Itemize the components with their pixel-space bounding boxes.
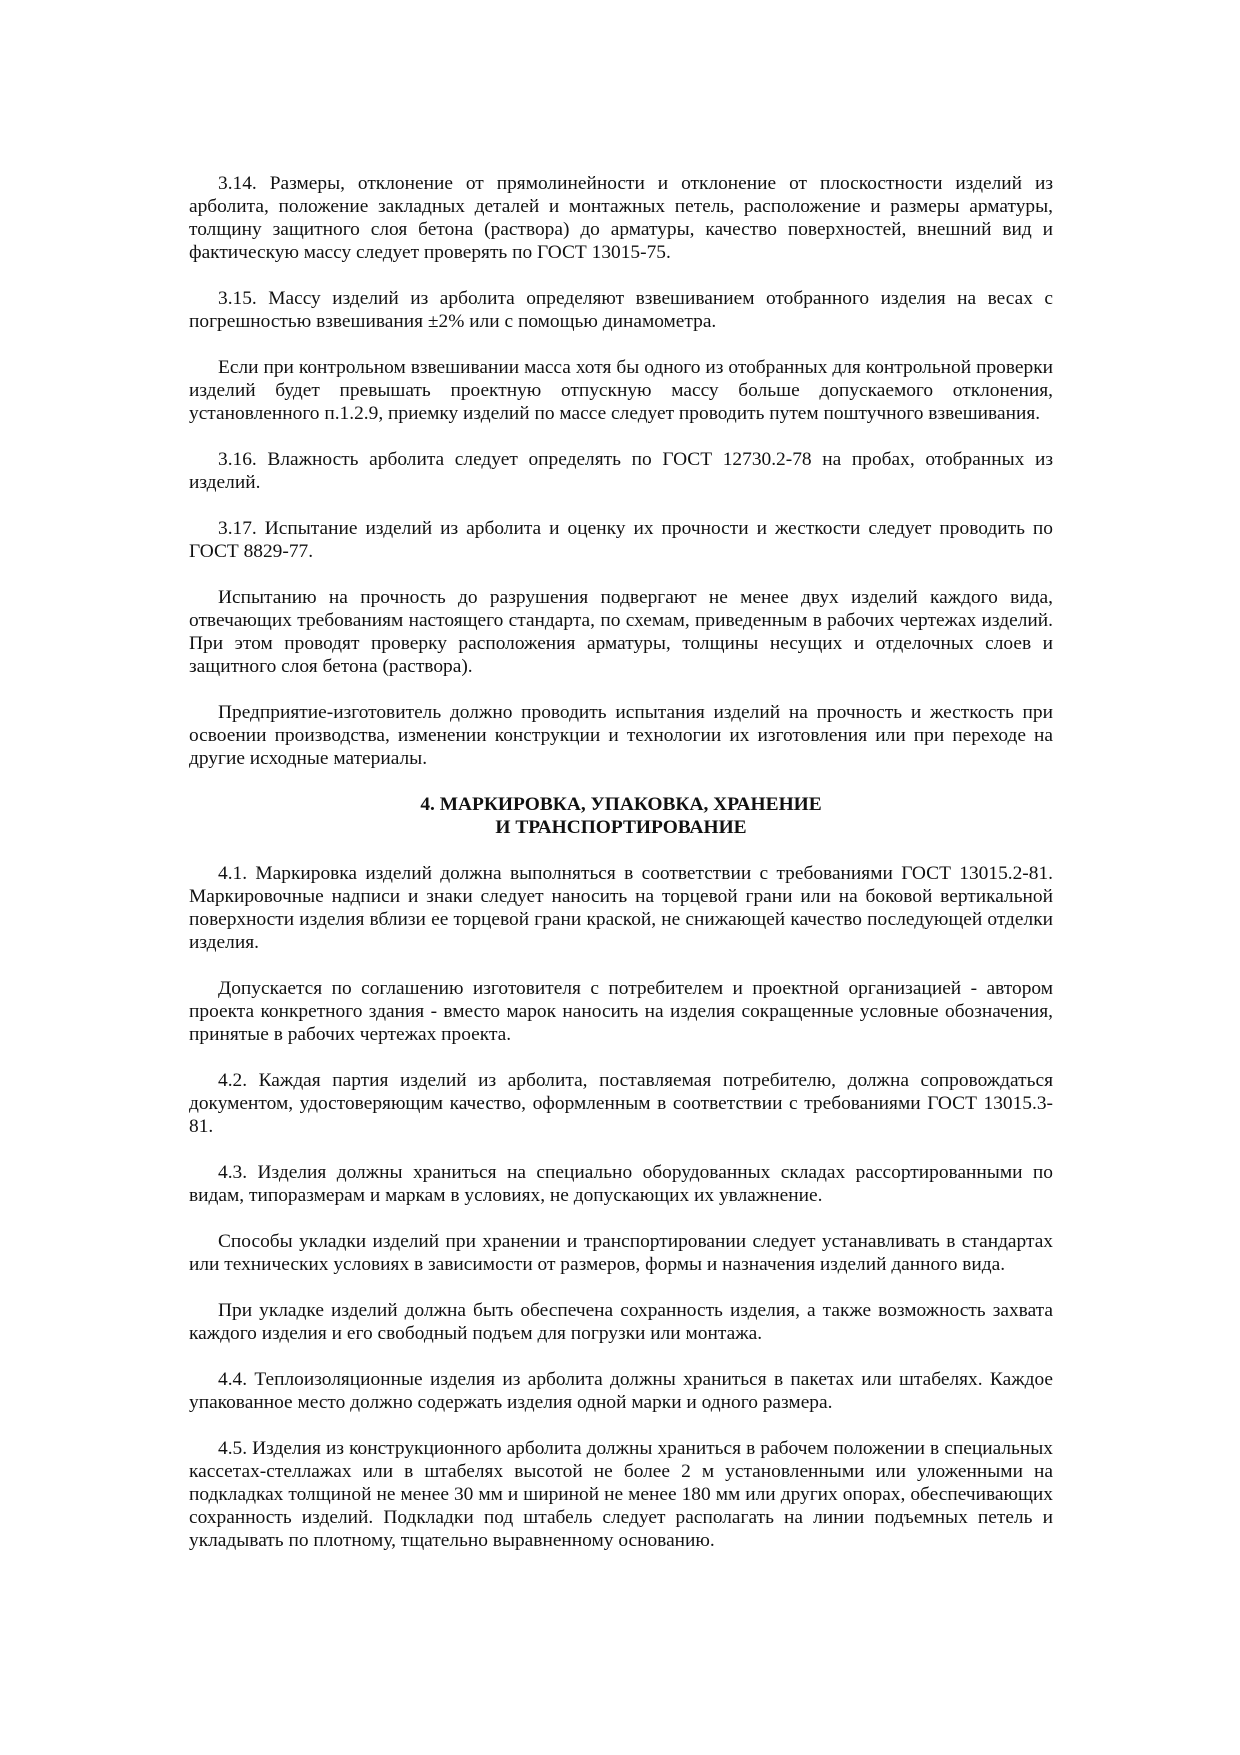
paragraph-3-15-weighing: Если при контрольном взвешивании масса хотя бы одного из отобранных для контрольной проверки изделий будет превышать проектную отпускную массу больше допускаемого отклонения, установленного п.1.2.9, приемку изделий по массе следует проводить путем поштучного взвешивания. (189, 357, 1053, 424)
section-heading (189, 793, 1053, 839)
paragraph-4-2: 4.2. Каждая партия изделий из арболита, поставляемая потребителю, должна сопровождаться документом, удостоверяющим качество, оформленным в соответствии с требованиями ГОСТ 13015.3-81. (189, 1070, 1053, 1137)
section-heading-line-1: 4. МАРКИРОВКА, УПАКОВКА, ХРАНЕНИЕ (420, 794, 822, 815)
paragraph-4-4: 4.4. Теплоизоляционные изделия из арболита должны храниться в пакетах или штабелях. Каждое упакованное место должно содержать изделия одной марки и одного размера. (189, 1369, 1053, 1413)
paragraph-4-3-stacking-methods: Способы укладки изделий при хранении и транспортировании следует устанавливать в стандартах или технических условиях в зависимости от размеров, формы и назначения изделий данного вида. (189, 1231, 1053, 1275)
paragraph-3-17: 3.17. Испытание изделий из арболита и оценку их прочности и жесткости следует проводить по ГОСТ 8829-77. (189, 518, 1053, 562)
paragraph-4-3: 4.3. Изделия должны храниться на специально оборудованных складах рассортированными по видам, типоразмерам и маркам в условиях, не допускающих их увлажнение. (189, 1162, 1053, 1206)
document-page (189, 172, 1053, 1575)
paragraph-3-15: 3.15. Массу изделий из арболита определяют взвешиванием отобранного изделия на весах с погрешностью взвешивания ±2% или с помощью динамометра. (189, 288, 1053, 332)
paragraph-4-5: 4.5. Изделия из конструкционного арболита должны храниться в рабочем положении в специальных кассетах-стеллажах или в штабелях высотой не более 2 м установленными или уложенными на подкладках толщиной не менее 30 мм и шириной не менее 180 мм или других опорах, обеспечивающих сохранность изделий. Подкладки под штабель следует располагать на линии подъемных петель и укладывать по плотному, тщательно выравненному основанию. (189, 1438, 1053, 1551)
paragraph-4-1-abbreviations: Допускается по соглашению изготовителя с потребителем и проектной организацией - автором проекта конкретного здания - вместо марок наносить на изделия сокращенные условные обозначения, принятые в рабочих чертежах проекта. (189, 978, 1053, 1045)
paragraph-3-16: 3.16. Влажность арболита следует определять по ГОСТ 12730.2-78 на пробах, отобранных из изделий. (189, 449, 1053, 493)
paragraph-4-1: 4.1. Маркировка изделий должна выполняться в соответствии с требованиями ГОСТ 13015.2-81. Маркировочные надписи и знаки следует наносить на торцевой грани или на боковой вертикальной поверхности изделия вблизи ее торцевой грани краской, не снижающей качество последующей отделки изделия. (189, 863, 1053, 953)
paragraph-3-14: 3.14. Размеры, отклонение от прямолинейности и отклонение от плоскостности изделий из арболита, положение закладных деталей и монтажных петель, расположение и размеры арматуры, толщину защитного слоя бетона (раствора) до арматуры, качество поверхностей, внешний вид и фактическую массу следует проверять по ГОСТ 13015-75. (189, 173, 1053, 263)
paragraph-4-3-safety: При укладке изделий должна быть обеспечена сохранность изделия, а также возможность захвата каждого изделия и его свободный подъем для погрузки или монтажа. (189, 1300, 1053, 1344)
section-heading-line-2: И ТРАНСПОРТИРОВАНИЕ (495, 817, 747, 838)
paragraph-3-17-manufacturer: Предприятие-изготовитель должно проводить испытания изделий на прочность и жесткость при освоении производства, изменении конструкции и технологии их изготовления или при переходе на другие исходные материалы. (189, 702, 1053, 769)
paragraph-3-17-strength-test: Испытанию на прочность до разрушения подвергают не менее двух изделий каждого вида, отвечающих требованиям настоящего стандарта, по схемам, приведенным в рабочих чертежах изделий. При этом проводят проверку расположения арматуры, толщины несущих и отделочных слоев и защитного слоя бетона (раствора). (189, 587, 1053, 677)
